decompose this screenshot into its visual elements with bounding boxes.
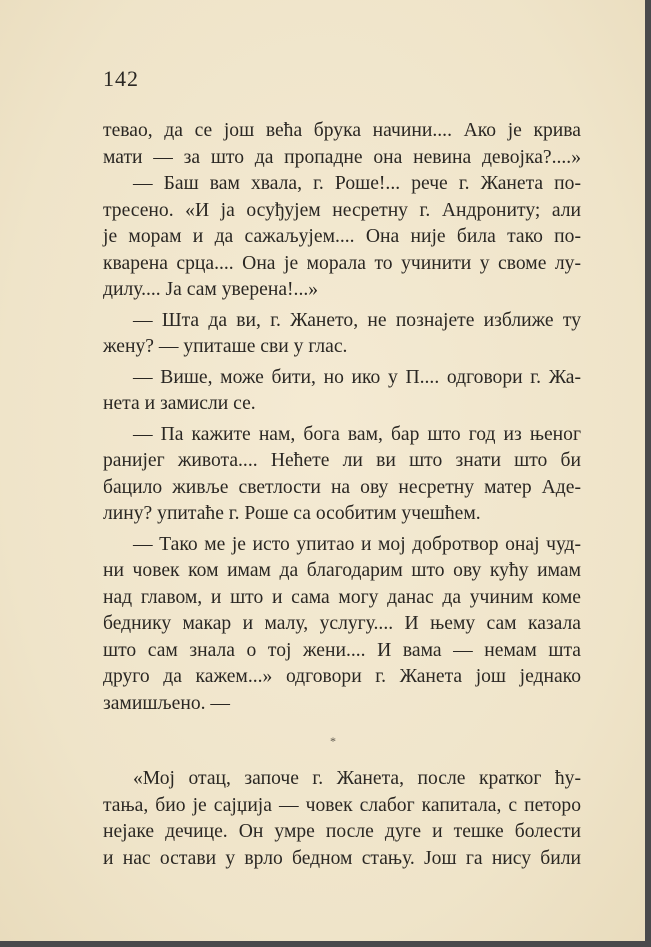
text-line: друго да кажем...» одговори г. Жанета још једнако bbox=[103, 666, 581, 687]
text-line: и нас остави у врло бедном стању. Још га нису били bbox=[103, 847, 581, 869]
text-line: жену? — упиташе сви у глас. bbox=[103, 336, 348, 357]
text-line: је морам и да сажаљујем.... Она није била тако по- bbox=[103, 226, 581, 247]
text-line: над главом, и што и сама могу данас да учиним коме bbox=[103, 586, 581, 608]
text-line: — Тако ме је исто упитао и мој добротвор онај чуд- bbox=[133, 533, 581, 555]
text-line: тања, био је сајџија — човек слабог капитала, с петоро bbox=[103, 794, 581, 816]
text-line: што сам знала о тој жени.... И вама — немам шта bbox=[103, 639, 581, 661]
text-line: — Шта да ви, г. Жането, не познајете изближе ту bbox=[133, 309, 581, 331]
text-line: кварена срца.... Она је морала то учинити у своме лу- bbox=[103, 252, 581, 274]
text-line: бацило живље светлости на ову несретну матер Аде- bbox=[103, 476, 581, 498]
text-block-lower bbox=[103, 766, 581, 872]
text-line: — Баш вам хвала, г. Роше!... рече г. Жанета по- bbox=[133, 173, 581, 194]
text-line: — Па кажите нам, бога вам, бар што год из њеног bbox=[133, 423, 581, 445]
text-line: нета и замисли се. bbox=[103, 393, 256, 414]
text-line: «Мој отац, започе г. Жанета, после кратког ћу- bbox=[133, 768, 581, 789]
text-line: тевао, да се још већа брука начини.... Ако је крива bbox=[103, 120, 581, 141]
text-line: нејаке дечице. Он умре после дуге и тешке болести bbox=[103, 821, 581, 842]
text-line: замишљено. — bbox=[103, 692, 231, 714]
text-line: ранијег живота.... Нећете ли ви што знати што би bbox=[103, 450, 581, 471]
text-block-upper bbox=[103, 118, 581, 717]
section-ornament: * bbox=[330, 734, 336, 748]
text-line: тресено. «И ја осуђујем несретну г. Андрониту; али bbox=[103, 199, 581, 221]
text-line: ни човек ком имам да благодарим што ову кућу имам bbox=[103, 560, 581, 581]
text-line: дилу.... Ја сам уверена!...» bbox=[103, 279, 319, 300]
text-line: лину? упитаће г. Роше са особитим учешћем. bbox=[103, 503, 481, 524]
text-line: беднику макар и малу, услугу.... И њему сам казала bbox=[103, 613, 581, 634]
text-line: — Више, може бити, но ико у П.... одговори г. Жа- bbox=[133, 366, 581, 388]
text-line: мати — за што да пропадне она невина девојка?....» bbox=[103, 146, 581, 168]
page-number: 142 bbox=[103, 66, 139, 91]
